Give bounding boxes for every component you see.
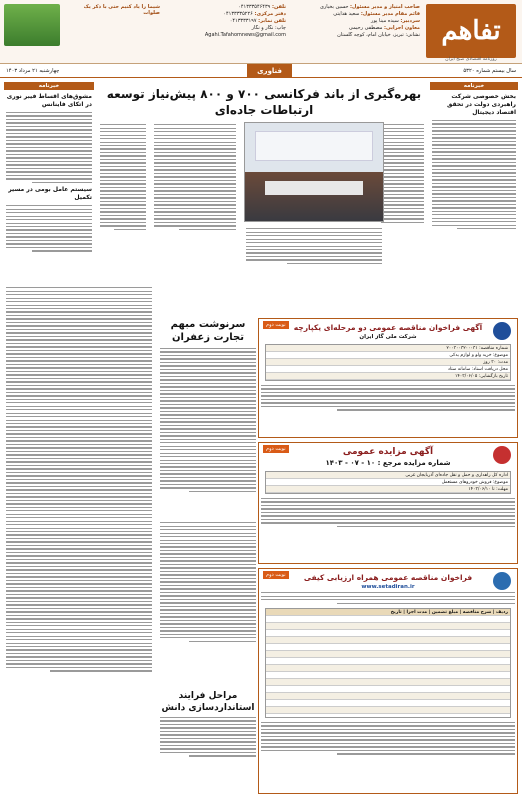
left-headline-2: سیستم عامل بومی در مسیر تکمیل bbox=[8, 186, 92, 202]
saffron-body-text bbox=[158, 348, 258, 492]
photo-banner bbox=[255, 131, 373, 161]
logo-tagline: روزنامه اقتصادی صبح ایران bbox=[445, 57, 497, 62]
ad3-row bbox=[266, 686, 510, 693]
ad3-row bbox=[266, 693, 510, 700]
ad3-row bbox=[266, 623, 510, 630]
ad3-header-row: ردیف | شرح مناقصه | مبلغ تضمین | مدت اجرا | تاریخ bbox=[266, 609, 510, 616]
ad3-subtitle: www.setadiran.ir bbox=[361, 584, 415, 590]
masthead-credits bbox=[290, 4, 420, 39]
main-body-left bbox=[98, 122, 148, 282]
ad2-row: مهلت: تا ۱۴۰۳/۰۶/۱۰ bbox=[266, 486, 510, 493]
credit-line: سردبیر: سیده مینا پور bbox=[371, 18, 420, 24]
ad1-row: مدت: ۳۰ روز bbox=[266, 359, 510, 366]
contact-line: دفتر مرکزی: ۰۴۱۳۳۳۳۵۲۲۶ bbox=[223, 11, 286, 17]
ad3-row bbox=[266, 651, 510, 658]
ad1-row: موضوع: خرید ولو و لوازم یدکی bbox=[266, 352, 510, 359]
saffron-headline: سرنوشت مبهم تجارت زعفران bbox=[170, 319, 246, 343]
ad3-row bbox=[266, 707, 510, 714]
masthead-contacts bbox=[166, 4, 286, 39]
right-headline: بخش خصوصی شرکت راهبردی دولت در تحقق اقتصاد دیجیتال bbox=[447, 93, 516, 116]
issue-number: سال بیستم شماره ۵۳۲۰ bbox=[463, 68, 516, 74]
credit-line: معاون اجرایی: مصطفی رحیمی bbox=[348, 25, 420, 31]
road-admin-logo-icon bbox=[493, 446, 511, 464]
ad1-badge: نوبت دوم bbox=[263, 321, 289, 329]
ad3-row bbox=[266, 616, 510, 623]
ad1-row: محل دریافت اسناد: سامانه ستاد bbox=[266, 366, 510, 373]
ad3-table bbox=[265, 608, 511, 718]
ad3-row bbox=[266, 700, 510, 707]
dateline-bar bbox=[0, 64, 522, 78]
ad2-row: موضوع: فروش خودروهای مستعمل bbox=[266, 479, 510, 486]
meeting-photo bbox=[244, 122, 384, 222]
auction-ad bbox=[258, 442, 518, 564]
ad1-details bbox=[265, 344, 511, 381]
ad2-subtitle: شماره مزایده مرجع : ۱۰ - ۰۷ - ۱۴۰۳ bbox=[325, 459, 451, 467]
left-body-text-1 bbox=[4, 112, 94, 183]
contact-line: تلفن: ۰۴۱۳۳۳۵۴۶۴۳۹ bbox=[238, 4, 286, 10]
standardization-body-text bbox=[158, 717, 258, 757]
saffron-article bbox=[158, 318, 258, 518]
left-headline-1: مشوق‌های اقساط فیبر نوری در اتکای فاینانس bbox=[6, 93, 92, 108]
left-long-article bbox=[4, 285, 154, 795]
credit-line: قائم مقام مدیر مسئول: سعید هدایتی bbox=[333, 11, 420, 17]
ad1-text bbox=[259, 385, 517, 411]
section-label: فناوری bbox=[247, 64, 292, 78]
right-body-text bbox=[430, 120, 518, 229]
contact-line: تلفن نمابر: ۰۴۱۳۳۳۳۱۹۷ bbox=[229, 18, 286, 24]
main-body-under-photo bbox=[244, 226, 384, 284]
ad3-title: فراخوان مناقصه عمومی همراه ارزیابی کیفی bbox=[303, 573, 473, 582]
left-body-text-2 bbox=[4, 205, 94, 252]
ad3-footer-text bbox=[259, 722, 517, 755]
ad2-title: آگهی مزایده عمومی bbox=[342, 447, 434, 457]
ad3-badge: نوبت دوم bbox=[263, 571, 289, 579]
ad2-details bbox=[265, 471, 511, 494]
masthead-slogan: شیما را یاد کنیم حتی با ذکر یک صلوات bbox=[83, 4, 160, 16]
contact-line: Agahi.Tafahomnews@gmail.com bbox=[204, 32, 286, 38]
masthead bbox=[0, 0, 522, 64]
ad3-row bbox=[266, 665, 510, 672]
ad3-intro-text bbox=[259, 592, 517, 604]
ad3-row bbox=[266, 637, 510, 644]
gas-company-logo-icon bbox=[493, 322, 511, 340]
saffron-body-continued bbox=[158, 520, 258, 685]
photo-table bbox=[265, 181, 363, 195]
ad1-subtitle: شرکت ملی گاز ایران bbox=[359, 334, 417, 340]
newspaper-logo: تفاهم bbox=[426, 4, 516, 58]
right-news-column bbox=[430, 82, 518, 282]
main-headline: بهره‌گیری از باند فرکانسی ۷۰۰ و ۸۰۰ پیش‌نیاز توسعه ارتباطات جاده‌ای bbox=[106, 87, 422, 117]
ad3-row bbox=[266, 644, 510, 651]
ad3-row bbox=[266, 672, 510, 679]
ad2-row: اداره کل راهداری و حمل و نقل جاده‌ای آذربایجان غربی bbox=[266, 472, 510, 479]
ad3-row bbox=[266, 658, 510, 665]
main-body-middle bbox=[152, 122, 238, 282]
organization-logo-icon bbox=[493, 572, 511, 590]
credit-line: صاحب امتیاز و مدیر مسئول: حسین بخیاری bbox=[319, 4, 420, 10]
tender-ad-1 bbox=[258, 318, 518, 438]
contact-line: چاپ: نگار و نگار bbox=[251, 25, 286, 31]
masthead-ad-image bbox=[4, 4, 60, 46]
ad3-row bbox=[266, 630, 510, 637]
ad1-title: آگهی فراخوان مناقصه عمومی دو مرحله‌ای یکپارچه bbox=[293, 323, 483, 332]
knowledge-standardization-article bbox=[158, 690, 258, 759]
tender-ad-2 bbox=[258, 568, 518, 794]
ad1-row: تاریخ بازگشایی: ۱۴۰۳/۰۶/۰۵ bbox=[266, 373, 510, 380]
ad2-text bbox=[259, 498, 517, 527]
publication-date: چهارشنبه ۲۱ مرداد ۱۴۰۳ bbox=[6, 68, 60, 74]
left-kicker: خبرنامه bbox=[4, 82, 94, 90]
ad2-badge: نوبت دوم bbox=[263, 445, 289, 453]
credit-line: نشانی: تبریز، خیابان امام، کوچه گلستان bbox=[337, 32, 420, 38]
right-kicker: خبرنامه bbox=[430, 82, 518, 90]
standardization-headline: مراحل فرایند استانداردسازی دانش bbox=[161, 691, 255, 713]
ad1-row: شماره مناقصه: ۲۰۰۳۰۰۳۲۰۰۰۳۱ bbox=[266, 345, 510, 352]
ad3-row bbox=[266, 679, 510, 686]
